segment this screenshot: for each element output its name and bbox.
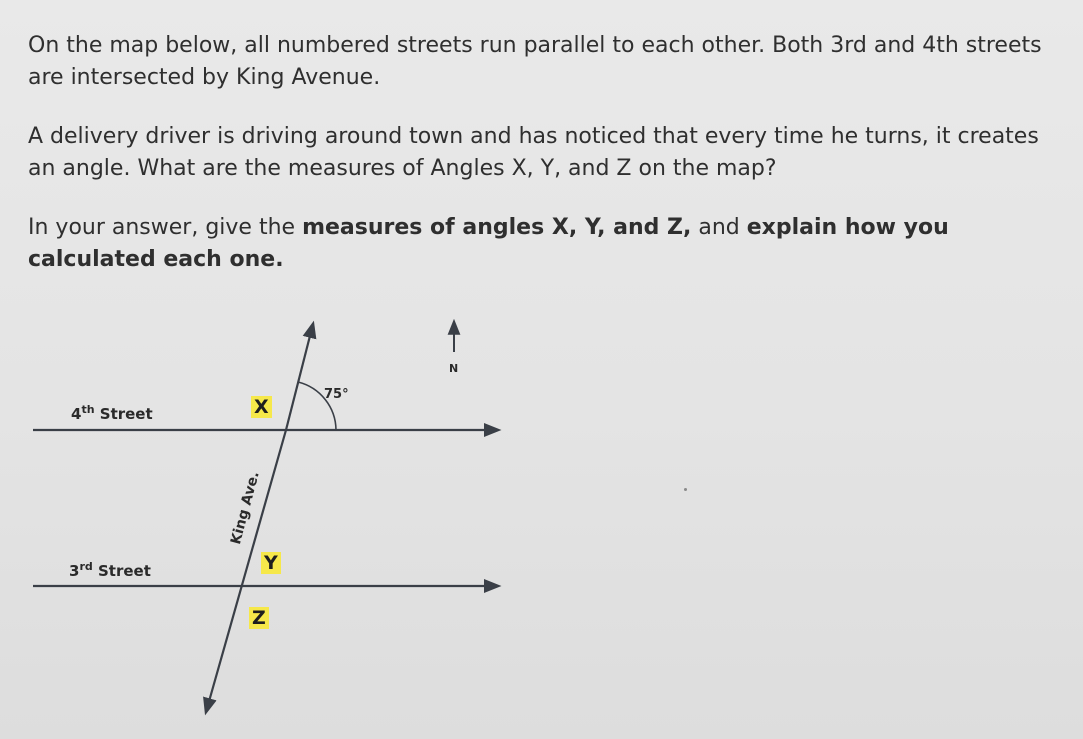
instruction-bold-2: explain how you calculated each one. <box>28 215 949 272</box>
question-paragraph-1: On the map below, all numbered streets run parallel to each other. Both 3rd and 4th streets are intersected by King Avenue. <box>28 33 1042 90</box>
third-street-label: 3rd Street <box>69 560 151 580</box>
street-map-lines <box>0 300 560 739</box>
north-label: N <box>449 362 459 375</box>
street-map-figure <box>0 300 560 739</box>
king-avenue-label: King Ave. <box>227 469 263 547</box>
angle-z-label: Z <box>249 607 269 629</box>
question-paragraph-2: A delivery driver is driving around town and has noticed that every time he turns, it creates an angle. What are the measures of Angles X, Y, and Z on the map? <box>28 124 1039 181</box>
instruction-text-1: In your answer, give the <box>28 215 303 240</box>
given-angle-label: 75° <box>324 387 349 402</box>
fourth-street-label: 4th Street <box>71 403 153 423</box>
question-paragraph-3 <box>28 212 1058 276</box>
question-text <box>28 30 1058 276</box>
instruction-text-2: and <box>691 215 747 240</box>
king-avenue-line-up <box>286 324 313 430</box>
instruction-bold-1: measures of angles X, Y, and Z, <box>302 215 692 240</box>
angle-x-label: X <box>251 396 272 418</box>
speck <box>684 488 687 491</box>
angle-y-label: Y <box>261 552 281 574</box>
